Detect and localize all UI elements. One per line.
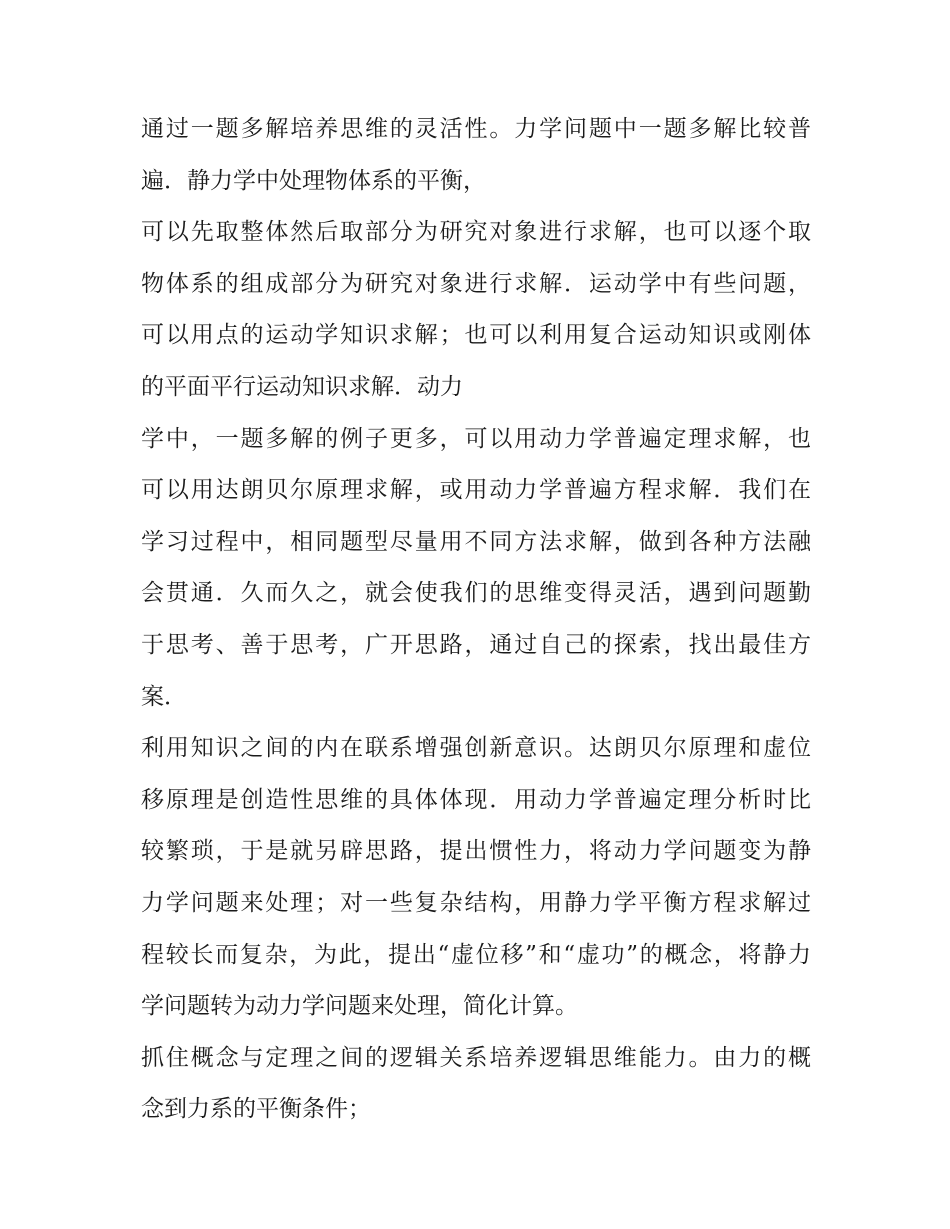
text-line: 利用知识之间的内在联系增强创新意识。达朗贝尔原理和虚位	[141, 735, 811, 762]
text-line: 学中，一题多解的例子更多，可以用动力学普遍定理求解，也	[141, 425, 811, 452]
text-line: 物体系的组成部分为研究对象进行求解．运动学中有些问题，	[141, 270, 811, 297]
text-line: 会贯通．久而久之，就会使我们的思维变得灵活，遇到问题勤	[141, 580, 811, 607]
body-text	[141, 104, 811, 1136]
text-line: 抓住概念与定理之间的逻辑关系培养逻辑思维能力。由力的概	[141, 1044, 811, 1071]
text-line: 可以先取整体然后取部分为研究对象进行求解，也可以逐个取	[141, 219, 811, 246]
text-line: 念到力系的平衡条件；	[141, 1096, 371, 1123]
text-line: 于思考、善于思考，广开思路，通过自己的探索，找出最佳方	[141, 631, 811, 658]
text-line: 较繁琐，于是就另辟思路，提出惯性力，将动力学问题变为静	[141, 838, 811, 865]
text-line: 可以用点的运动学知识求解；也可以利用复合运动知识或刚体	[141, 322, 811, 349]
text-line: 程较长而复杂，为此，提出“虚位移”和“虚功”的概念，将静力	[141, 941, 811, 968]
text-line: 可以用达朗贝尔原理求解，或用动力学普遍方程求解．我们在	[141, 477, 811, 504]
text-line: 遍．静力学中处理物体系的平衡，	[141, 167, 486, 194]
text-line: 学问题转为动力学问题来处理，简化计算。	[141, 993, 578, 1020]
text-line: 力学问题来处理；对一些复杂结构，用静力学平衡方程求解过	[141, 889, 811, 916]
text-line: 通过一题多解培养思维的灵活性。力学问题中一题多解比较普	[141, 116, 811, 142]
text-line: 学习过程中，相同题型尽量用不同方法求解，做到各种方法融	[141, 528, 811, 555]
text-line: 的平面平行运动知识求解．动力	[141, 373, 463, 400]
text-line: 移原理是创造性思维的具体体现．用动力学普遍定理分析时比	[141, 786, 811, 813]
text-line: 案．	[141, 683, 187, 710]
